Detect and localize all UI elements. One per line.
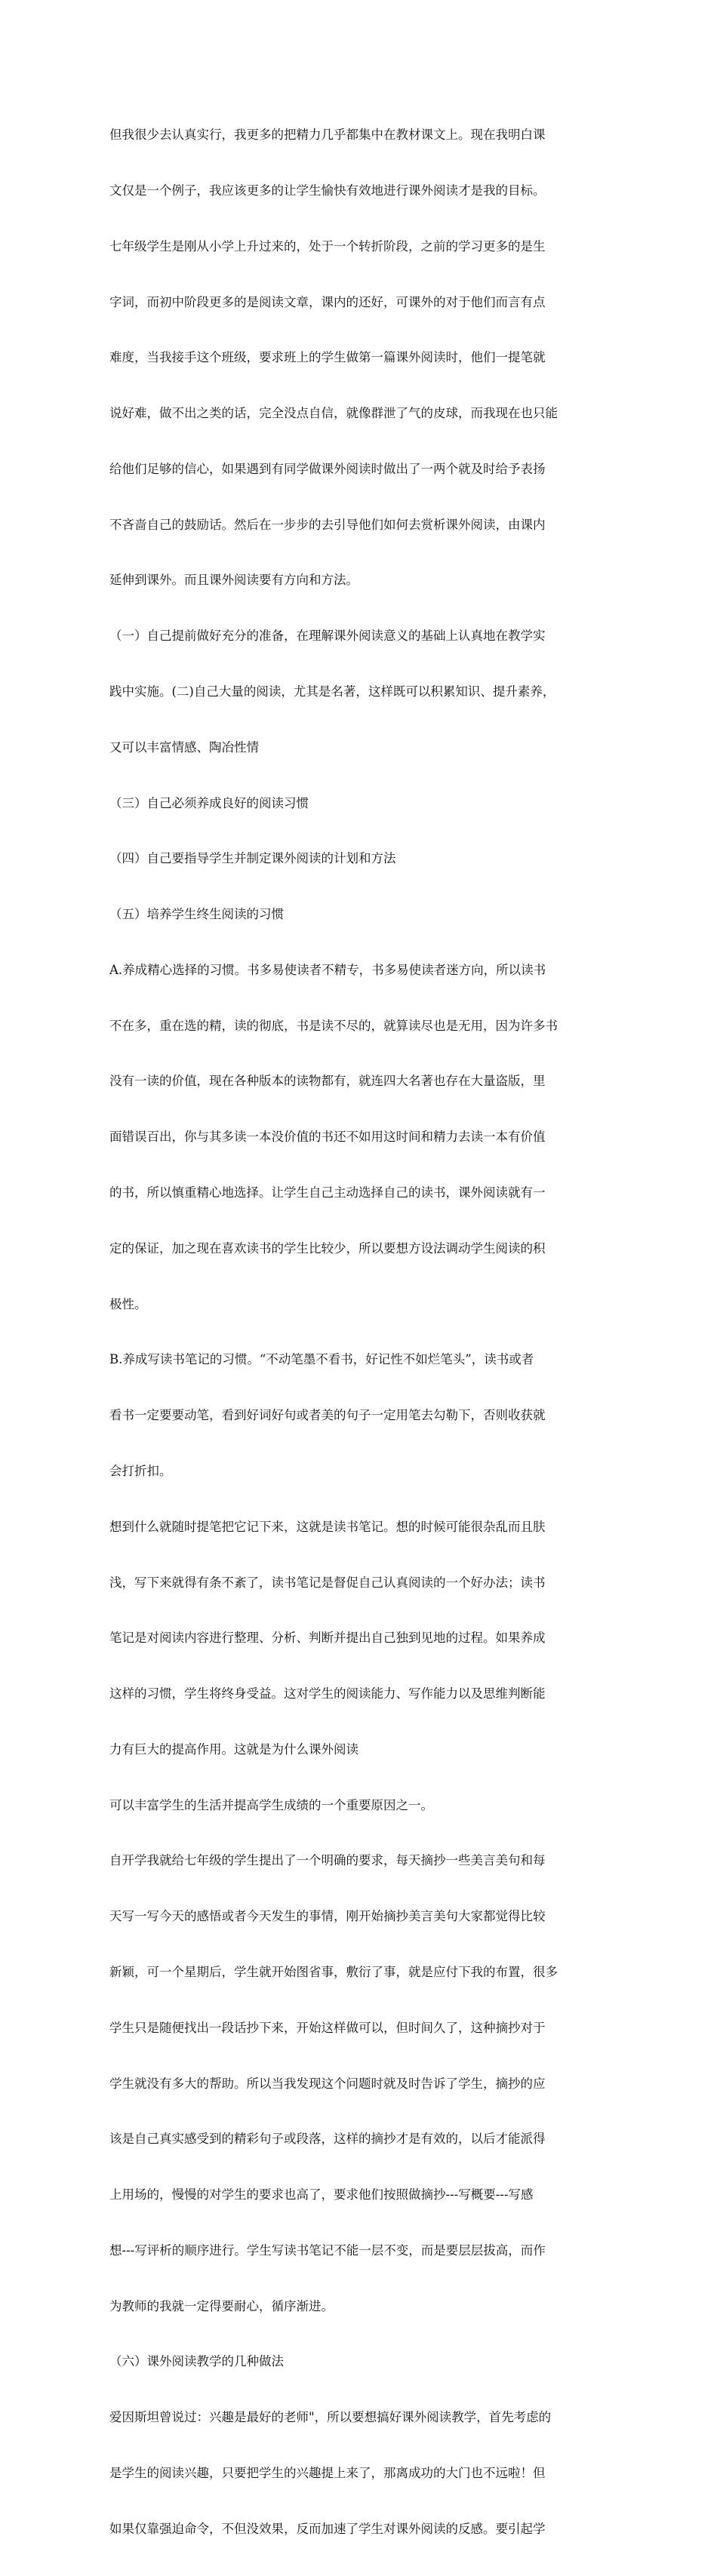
text-line: 学生就没有多大的帮助。所以当我发现这个问题时就及时告诉了学生，摘抄的应: [109, 2076, 546, 2091]
heading-line: （四）自己要指导学生并制定课外阅读的计划和方法: [109, 851, 396, 866]
text-line: 该是自己真实感受到的精彩句子或段落，这样的摘抄才是有效的，以后才能派得: [109, 2132, 546, 2147]
text-line: 面错误百出，你与其多读一本没价值的书还不如用这时间和精力去读一本有价值: [109, 1130, 546, 1145]
text-line: 但我很少去认真实行，我更多的把精力几乎都集中在教材课文上。现在我明白课: [109, 128, 546, 143]
text-line: 力有巨大的提高作用。这就是为什么课外阅读: [109, 1741, 358, 1757]
text-line: 自开学我就给七年级的学生提出了一个明确的要求，每天摘抄一些美言美句和每: [109, 1853, 546, 1868]
text-line: 说好难，做不出之类的话，完全没点自信，就像群泄了气的皮球，而我现在也只能: [109, 406, 558, 421]
document-body: [109, 89, 611, 2576]
text-line: 难度，当我接手这个班级，要求班上的学生做第一篇课外阅读时，他们一提笔就: [109, 350, 546, 365]
text-line: 定的保证，加之现在喜欢读书的学生比较少，所以要想方设法调动学生阅读的积: [109, 1240, 546, 1256]
text-line: 会打折扣。: [109, 1463, 172, 1478]
text-line: 延伸到课外。而且课外阅读要有方向和方法。: [109, 573, 358, 588]
text-line: 给他们足够的信心，如果遇到有同学做课外阅读时做出了一两个就及时给予表扬: [109, 461, 546, 476]
paragraph-block: [109, 89, 611, 2576]
text-line: 七年级学生是刚从小学上升过来的，处于一个转折阶段，之前的学习更多的是生: [109, 238, 546, 254]
text-line: 的书，所以慎重精心地选择。让学生自己主动选择自己的读书，课外阅读就有一: [109, 1185, 546, 1200]
heading-line: （五）培养学生终生阅读的习惯: [109, 907, 284, 922]
text-line: 字词，而初中阶段更多的是阅读文章，课内的还好，可课外的对于他们而言有点: [109, 294, 546, 309]
text-line: 上用场的，慢慢的对学生的要求也高了，要求他们按照做摘抄---写概要---写感: [109, 2187, 534, 2203]
text-line: 想---写评析的顺序进行。学生写读书笔记不能一层不变，而是要层层拔高，而作: [109, 2242, 546, 2258]
text-line: 是学生的阅读兴趣，只要把学生的兴趣提上来了，那离成功的大门也不远啦！但: [109, 2466, 546, 2480]
text-line: 不吝啬自己的鼓励话。然后在一步步的去引导他们如何去赏析课外阅读，由课内: [109, 517, 546, 532]
text-line: 又可以丰富情感、陶冶性情: [109, 739, 259, 755]
text-line: 极性。: [109, 1296, 147, 1311]
text-line: 浅，写下来就得有条不紊了，读书笔记是督促自己认真阅读的一个好办法；读书: [109, 1575, 546, 1590]
text-line: 如果仅靠强迫命令，不但没效果，反而加速了学生对课外阅读的反感。要引起学: [109, 2521, 546, 2536]
text-line: 笔记是对阅读内容进行整理、分析、判断并提出自己独到见地的过程。如果养成: [109, 1631, 546, 1646]
text-line: 没有一读的价值，现在各种版本的读物都有，就连四大名著也存在大量盗版，里: [109, 1074, 546, 1089]
text-line: 为教师的我就一定得要耐心，循序渐进。: [109, 2298, 334, 2313]
text-line: 想到什么就随时提笔把它记下来，这就是读书笔记。想的时候可能很杂乱而且肤: [109, 1519, 546, 1534]
text-line: 爱因斯坦曾说过：兴趣是最好的老师"，所以要想搞好课外阅读教学，首先考虑的: [109, 2410, 552, 2425]
text-line: B.养成写读书笔记的习惯。“不动笔墨不看书，好记性不如烂笔头”，读书或者: [109, 1352, 534, 1367]
heading-line: （六）课外阅读教学的几种做法: [109, 2354, 284, 2369]
text-line: A.养成精心选择的习惯。书多易使读者不精专，书多易使读者迷方向，所以读书: [109, 962, 546, 977]
text-line: 不在多，重在选的精，读的彻底，书是读不尽的，就算读尽也是无用，因为许多书: [109, 1018, 558, 1033]
text-line: （一）自己提前做好充分的准备，在理解课外阅读意义的基础上认真地在教学实: [109, 629, 546, 644]
text-line: 看书一定要要动笔，看到好词好句或者美的句子一定用笔去勾勒下，否则收获就: [109, 1408, 546, 1423]
text-line: 这样的习惯，学生将终身受益。这对学生的阅读能力、写作能力以及思维判断能: [109, 1686, 546, 1701]
text-line: 学生只是随便找出一段话抄下来，开始这样做可以，但时间久了，这种摘抄对于: [109, 2020, 546, 2035]
heading-line: （三）自己必须养成良好的阅读习惯: [109, 795, 309, 810]
text-line: 践中实施。(二)自己大量的阅读，尤其是名著，这样既可以积累知识、提升素养，: [109, 684, 555, 699]
text-line: 可以丰富学生的生活并提高学生成绩的一个重要原因之一。: [109, 1797, 433, 1812]
text-line: 天写一写今天的感悟或者今天发生的事情，刚开始摘抄美言美句大家都觉得比较: [109, 1909, 546, 1924]
text-line: 新颖，可一个星期后，学生就开始图省事，敷衍了事，就是应付下我的布置，很多: [109, 1964, 558, 1979]
text-line: 文仅是一个例子，我应该更多的让学生愉快有效地进行课外阅读才是我的目标。: [109, 183, 546, 198]
